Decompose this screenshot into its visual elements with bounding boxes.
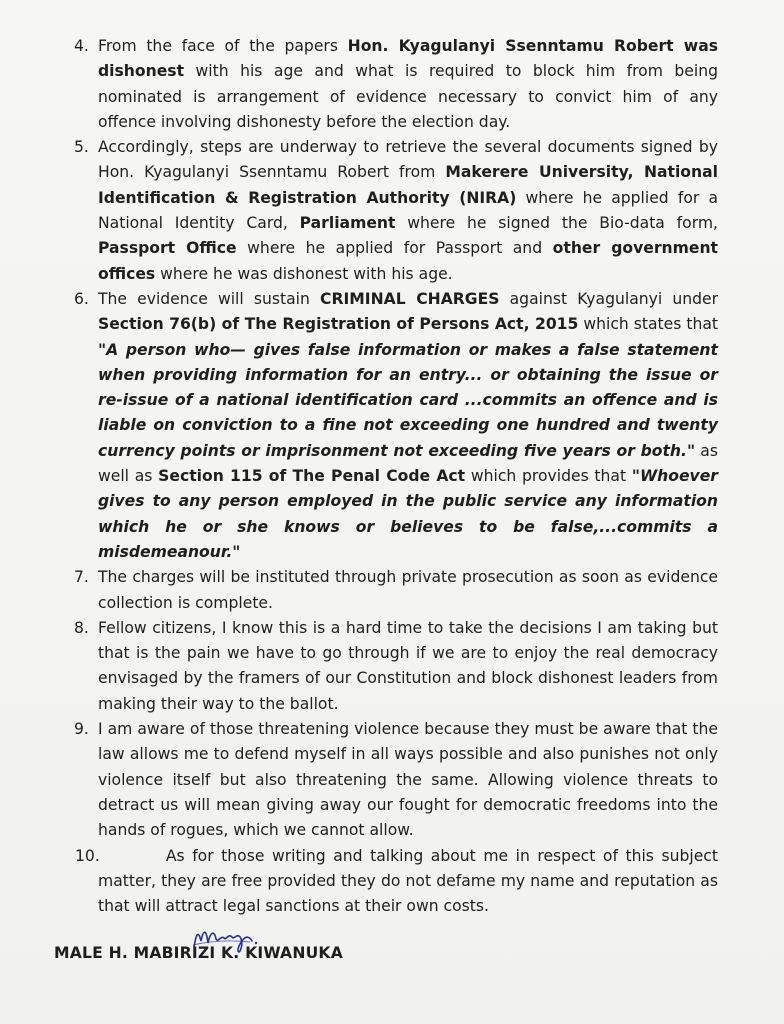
item-text [98, 717, 718, 843]
item-text [98, 287, 718, 565]
text-run: as well as [98, 441, 718, 486]
list-item [0, 135, 784, 287]
text-run: which provides that [465, 467, 632, 486]
list-item [0, 565, 784, 616]
item-number: 7. [74, 568, 89, 587]
text-run: with his age and what is required to block him from being nominated is arrangement of evidence necessary to convict him of any offence involving dishonesty before the election day. [98, 62, 718, 131]
item-text [98, 34, 718, 135]
text-run-bold: Passport Office [98, 239, 237, 258]
text-run: which states that [578, 315, 718, 334]
text-run: The charges will be instituted through private prosecution as soon as evidence collection is complete. [98, 568, 718, 612]
text-run-bold: Parliament [299, 214, 396, 233]
item-number: 6. [74, 289, 89, 308]
item-text [98, 135, 718, 287]
text-run-bold: Makerere University, National Identification & Registration Authority (NIRA) [98, 163, 718, 207]
quoted-statute-text: "Whoever gives to any person employed in the public service any information which he or she knows or believes to be false,...commits a misdemeanour." [98, 467, 718, 561]
list-item [0, 844, 784, 920]
text-run: I am aware of those threatening violence because they must be aware that the law allows me to defend myself in all ways possible and also punishes not only violence itself but also threatening the same. Allowing violence threats to detract us will mean giving away our fought for democratic freedoms into the hands of rogues, which we cannot allow. [98, 720, 718, 840]
text-run: From the face of the papers [98, 37, 348, 55]
list-item [0, 717, 784, 843]
item-number: 8. [74, 618, 89, 637]
item-number: 9. [74, 720, 89, 739]
text-run: Accordingly, steps are underway to retrieve the several documents signed by Hon. Kyagulanyi Ssenntamu Robert from [98, 138, 718, 182]
text-run: where he applied for a National Identity Card, [98, 188, 718, 233]
list-item [0, 287, 784, 565]
text-run: Fellow citizens, I know this is a hard time to take the decisions I am taking but that is the pain we have to go through if we are to enjoy the real democracy envisaged by the framers of our Constitution and block dishonest leaders from making their way to the ballot. [98, 618, 718, 713]
item-number: 5. [74, 138, 89, 157]
text-run-bold: Section 115 of The Penal Code Act [158, 467, 466, 486]
text-run: The evidence will sustain [98, 289, 320, 308]
numbered-list [0, 34, 784, 919]
text-run: where he applied for Passport and [236, 239, 553, 258]
list-item [0, 616, 784, 717]
text-run-bold: Section 76(b) of The Registration of Persons Act, 2015 [98, 315, 579, 334]
item-number: 10. [75, 846, 100, 865]
text-run-bold: Hon. Kyagulanyi Ssenntamu Robert was dishonest [98, 37, 718, 81]
list-item [0, 34, 784, 135]
text-run: against Kyagulanyi under [499, 289, 718, 308]
text-run: As for those writing and talking about me in respect of this subject matter, they are free provided they do not defame my name and reputation as that will attract legal sanctions at their own costs. [98, 846, 723, 916]
text-run-bold: other government offices [98, 239, 719, 283]
item-text [98, 616, 718, 717]
signatory-name: MALE H. MABIRIZI K. KIWANUKA [54, 944, 343, 962]
quoted-statute-text: "A person who— gives false information or makes a false statement when providing information for an entry... or obtaining the issue or re-issue of a national identification card ...commits an offence and is liable on conviction to a fine not exceeding one hundred and twenty currency points or imprisonment not exceeding five years or both." [98, 340, 718, 460]
item-text [98, 844, 723, 920]
text-run-bold: CRIMINAL CHARGES [320, 289, 500, 308]
item-number: 4. [74, 37, 89, 55]
text-run: where he was dishonest with his age. [155, 264, 453, 283]
text-run: where he signed the Bio-data form, [395, 214, 718, 233]
item-text [98, 565, 718, 616]
